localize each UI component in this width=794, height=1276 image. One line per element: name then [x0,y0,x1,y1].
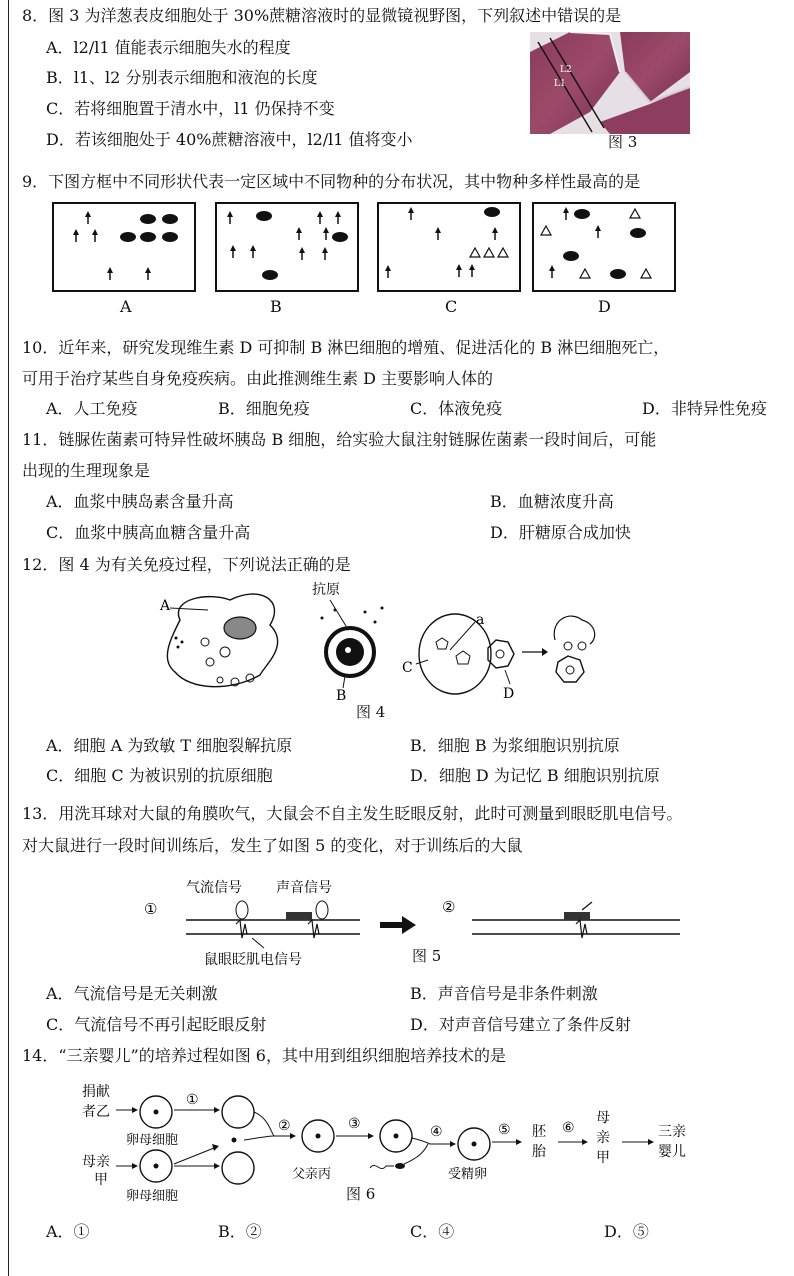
q11-option-c: C．血浆中胰高血糖含量升高 [46,523,251,542]
q12-stem: 12．图 4 为有关免疫过程，下列说法正确的是 [22,555,351,574]
q12-label-a: A [160,598,171,614]
q13-stem-line2: 对大鼠进行一段时间训练后，发生了如图 5 的变化，对于训练后的大鼠 [22,836,523,855]
q11-option-d: D．肝糖原合成加快 [490,523,631,542]
q14-option-b: B．② [218,1222,262,1241]
q14-label-step5: ⑤ [498,1122,511,1138]
q14-label-baby-line2: 婴儿 [658,1144,686,1160]
q13-label-air: 气流信号 [186,880,242,896]
q12-label-antigen: 抗原 [312,582,340,598]
q14-label-donor-line1: 捐献 [82,1084,110,1100]
q13-option-c: C．气流信号不再引起眨眼反射 [46,1015,267,1034]
q13-label-1: ① [144,900,158,918]
q14-label-mom-line1: 母 [596,1110,610,1126]
q12-label-b: B [336,688,347,700]
q14-label-mom-line3: 甲 [596,1150,610,1166]
q9-label-d: D [598,297,611,316]
q14-figure [78,1078,718,1208]
q14-label-step6: ⑥ [562,1120,575,1136]
q14-label-egg1: 卵母细胞 [126,1133,179,1148]
q8-label-l1: L1 [554,79,566,89]
q12-option-d: D．细胞 D 为记忆 B 细胞识别抗原 [410,766,660,785]
q14-label-mother-line2: 甲 [94,1172,108,1188]
q14-option-a: A．① [46,1222,90,1241]
q12-label-c: C [402,660,413,676]
q13-option-b: B．声音信号是非条件刺激 [410,984,598,1003]
q8-option-b: B．l1、l2 分别表示细胞和液泡的长度 [46,68,318,87]
q8-figure-micrograph [530,32,690,134]
q8-option-c: C．若将细胞置于清水中，l1 仍保持不变 [46,99,335,118]
q8-figure-caption: 图 3 [608,133,638,151]
q8-stem: 8．图 3 为洋葱表皮细胞处于 30%蔗糖溶液时的显微镜视野图，下列叙述中错误的是 [22,6,622,25]
q12-option-c: C．细胞 C 为被识别的抗原细胞 [46,766,273,785]
q14-label-father: 父亲丙 [292,1167,332,1182]
q9-label-a: A [120,297,132,316]
q12-figure-caption: 图 4 [356,703,386,721]
q13-figure-caption: 图 5 [412,947,442,965]
q13-option-d: D．对声音信号建立了条件反射 [410,1015,631,1034]
q14-option-d: D．⑤ [604,1222,649,1241]
q14-label-step4: ④ [430,1124,443,1140]
q8-label-l2: L2 [560,65,572,75]
q14-option-c: C．④ [410,1222,455,1241]
q8-option-d: D．若该细胞处于 40%蔗糖溶液中，l2/l1 值将变小 [46,130,413,149]
q13-label-sound: 声音信号 [276,880,332,896]
q14-label-mom-line2: 亲 [596,1130,610,1146]
q10-stem-line2: 可用于治疗某些自身免疫疾病。由此推测维生素 D 主要影响人体的 [22,369,494,388]
q14-label-step3: ③ [348,1116,361,1132]
q9-label-b: B [270,297,282,316]
q13-label-emg: 鼠眼眨肌电信号 [204,952,302,968]
q11-stem-line1: 11．链脲佐菌素可特异性破坏胰岛 B 细胞，给实验大鼠注射链脲佐菌素一段时间后，可能 [22,430,657,449]
q11-option-a: A．血浆中胰岛素含量升高 [46,492,234,511]
q12-label-d: D [503,686,515,700]
q12-figure [150,580,620,700]
q10-stem-line1: 10．近年来，研究发现维生素 D 可抑制 B 淋巴细胞的增殖、促进活化的 B 淋巴细胞死亡， [22,338,670,357]
q9-box-c [378,203,520,291]
q9-box-d [533,203,675,291]
q8-option-a: A．l2/l1 值能表示细胞失水的程度 [46,38,291,57]
q12-label-a-small: a [476,612,485,628]
q14-label-step1: ① [186,1092,199,1108]
q14-label-egg2: 卵母细胞 [126,1189,179,1204]
q9-figure [50,200,680,296]
q10-option-c: C．体液免疫 [410,399,503,418]
q14-label-embryo-line1: 胚 [532,1124,546,1140]
q14-stem: 14．“三亲婴儿”的培养过程如图 6，其中用到组织细胞培养技术的是 [22,1046,506,1065]
q14-label-mother-line1: 母亲 [82,1154,110,1170]
q13-option-a: A．气流信号是无关刺激 [46,984,218,1003]
q10-option-a: A．人工免疫 [46,399,138,418]
q14-label-step2: ② [278,1118,291,1134]
q11-option-b: B．血糖浓度升高 [490,492,614,511]
q10-option-d: D．非特异性免疫 [642,399,767,418]
q13-label-2: ② [442,898,456,916]
q14-label-zygote: 受精卵 [448,1167,488,1182]
q9-stem: 9．下图方框中不同形状代表一定区域中不同物种的分布状况，其中物种多样性最高的是 [22,172,641,191]
q12-option-a: A．细胞 A 为致敏 T 细胞裂解抗原 [46,736,293,755]
q9-label-c: C [445,297,458,316]
q11-stem-line2: 出现的生理现象是 [22,461,151,480]
page-left-border [8,0,9,1276]
q14-label-embryo-line2: 胎 [532,1144,546,1160]
q12-option-b: B．细胞 B 为浆细胞识别抗原 [410,736,620,755]
q14-label-donor-line2: 者乙 [82,1104,110,1120]
q10-option-b: B．细胞免疫 [218,399,310,418]
q13-stem-line1: 13．用洗耳球对大鼠的角膜吹气，大鼠会不自主发生眨眼反射，此时可测量到眼眨肌电信号。 [22,804,683,823]
q14-figure-caption: 图 6 [346,1185,376,1203]
q14-label-baby-line1: 三亲 [658,1124,686,1140]
